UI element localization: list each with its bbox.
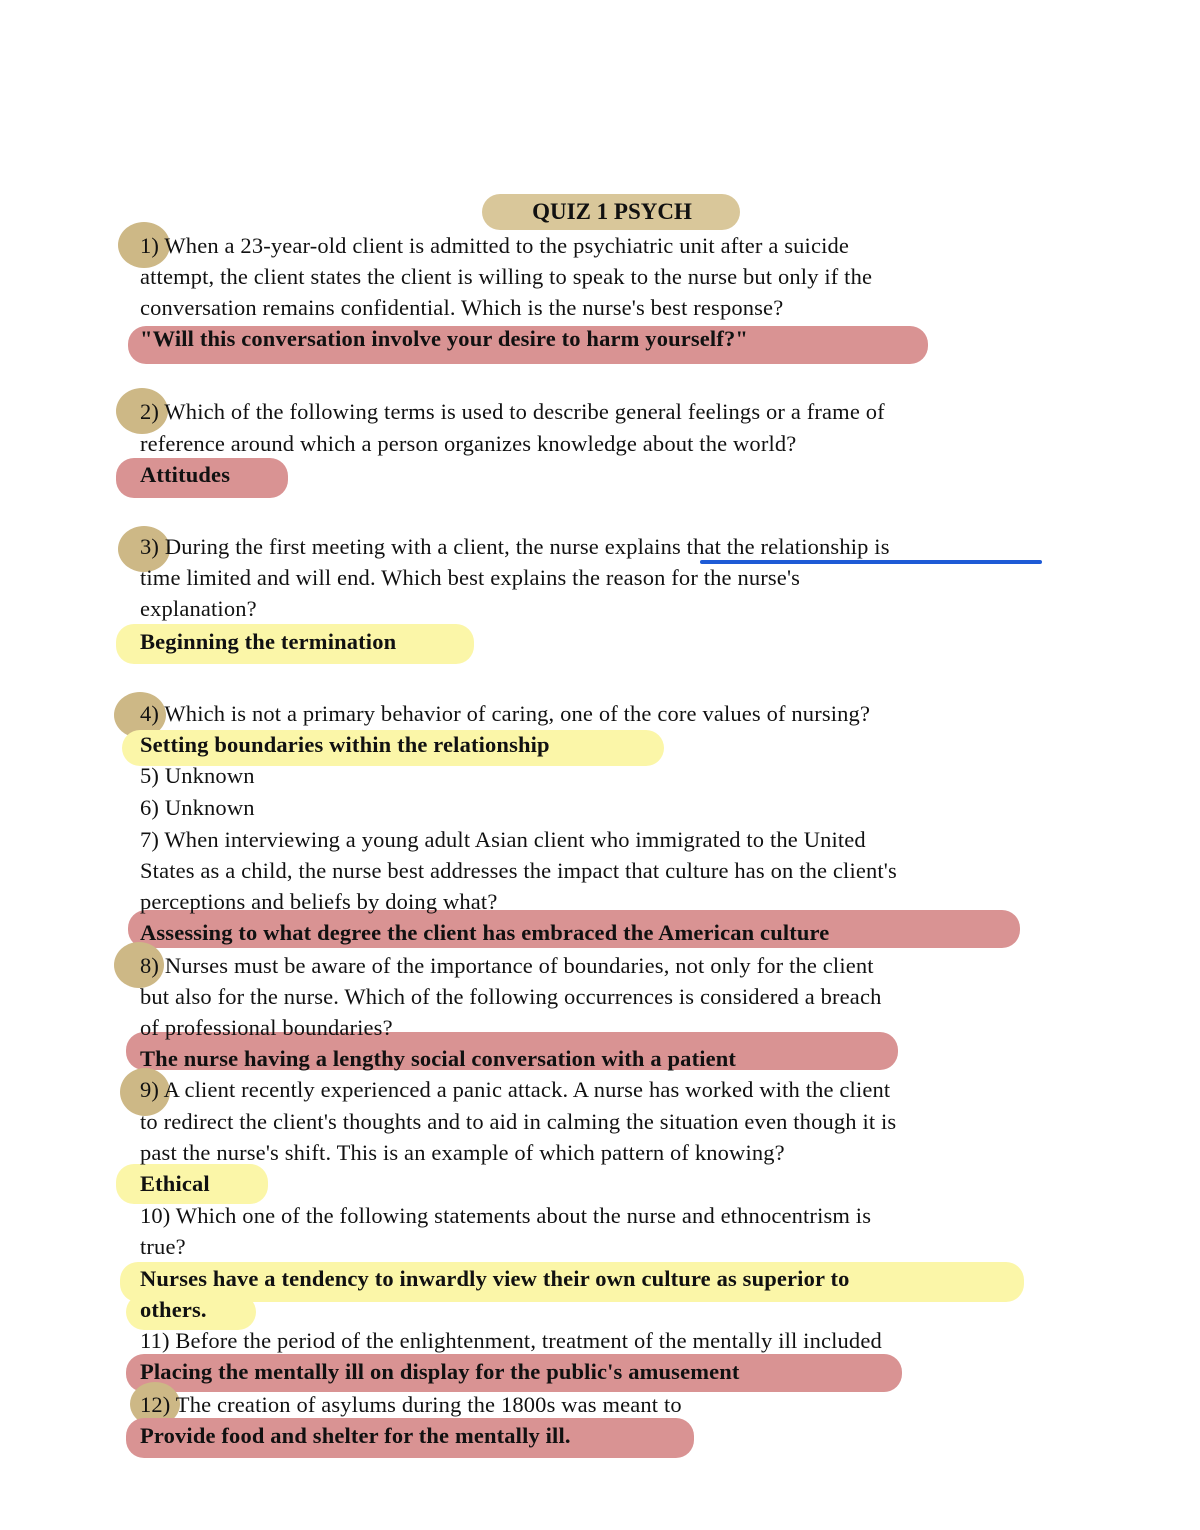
question-1-line-1: 1) When a 23-year-old client is admitted to the psychiatric unit after a suicide <box>140 233 850 258</box>
question-1-line-2: attempt, the client states the client is willing to speak to the nurse but only if the <box>140 264 873 289</box>
question-12: 12) The creation of asylums during the 1800s was meant to <box>140 1392 682 1417</box>
answer-10-line-1: Nurses have a tendency to inwardly view their own culture as superior to <box>140 1266 850 1291</box>
answer-7: Assessing to what degree the client has embraced the American culture <box>140 920 830 945</box>
answer-3: Beginning the termination <box>140 629 397 654</box>
question-7-line-2: States as a child, the nurse best addresses the impact that culture has on the client's <box>140 858 897 883</box>
question-9-line-3: past the nurse's shift. This is an example of which pattern of knowing? <box>140 1140 785 1165</box>
question-8-line-1: 8) Nurses must be aware of the importance of boundaries, not only for the client <box>140 953 874 978</box>
question-2-line-2: reference around which a person organizes knowledge about the world? <box>140 431 797 456</box>
question-8-line-2: but also for the nurse. Which of the following occurrences is considered a breach <box>140 984 882 1009</box>
question-3-line-1: 3) During the first meeting with a client, the nurse explains that the relationship is <box>140 534 890 559</box>
question-9-line-1: 9) A client recently experienced a panic attack. A nurse has worked with the client <box>140 1077 891 1102</box>
question-10-line-2: true? <box>140 1234 186 1259</box>
question-8-line-3: of professional boundaries? <box>140 1015 393 1040</box>
question-3-line-2: time limited and will end. Which best explains the reason for the nurse's <box>140 565 801 590</box>
question-11: 11) Before the period of the enlightenment, treatment of the mentally ill included <box>140 1328 882 1353</box>
question-1-line-3: conversation remains confidential. Which is the nurse's best response? <box>140 295 784 320</box>
question-4: 4) Which is not a primary behavior of caring, one of the core values of nursing? <box>140 701 871 726</box>
answer-11: Placing the mentally ill on display for the public's amusement <box>140 1359 740 1384</box>
question-5: 5) Unknown <box>140 763 255 788</box>
answer-12: Provide food and shelter for the mentally ill. <box>140 1423 571 1448</box>
answer-8: The nurse having a lengthy social conversation with a patient <box>140 1046 737 1071</box>
question-3-line-3: explanation? <box>140 596 257 621</box>
answer-4: Setting boundaries within the relationship <box>140 732 550 757</box>
answer-9: Ethical <box>140 1171 210 1196</box>
question-7-line-3: perceptions and beliefs by doing what? <box>140 889 498 914</box>
page-title: QUIZ 1 PSYCH <box>532 199 692 224</box>
question-2-line-1: 2) Which of the following terms is used to describe general feelings or a frame of <box>140 399 885 424</box>
question-7-line-1: 7) When interviewing a young adult Asian client who immigrated to the United <box>140 827 866 852</box>
answer-1: "Will this conversation involve your desire to harm yourself?" <box>140 326 749 351</box>
answer-2: Attitudes <box>140 462 231 487</box>
question-9-line-2: to redirect the client's thoughts and to aid in calming the situation even though it is <box>140 1109 897 1134</box>
question-10-line-1: 10) Which one of the following statements about the nurse and ethnocentrism is <box>140 1203 872 1228</box>
question-6: 6) Unknown <box>140 795 255 820</box>
answer-10-line-2: others. <box>140 1297 207 1322</box>
